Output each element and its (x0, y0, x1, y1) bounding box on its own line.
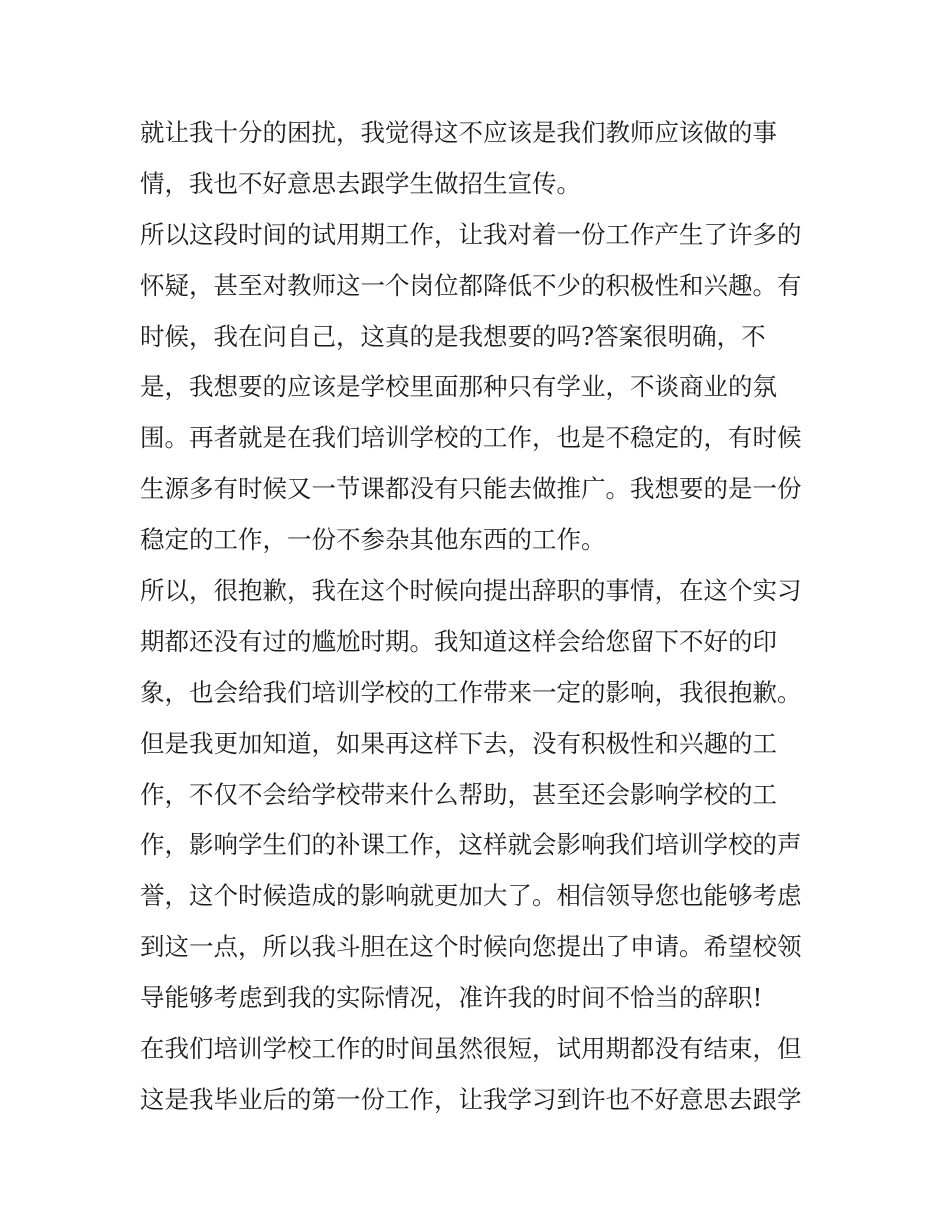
text-line: 所以，很抱歉，我在这个时候向提出辞职的事情，在这个实习 (140, 576, 802, 606)
text-line: 围。再者就是在我们培训学校的工作，也是不稳定的，有时候 (140, 423, 802, 453)
text-line: 导能够考虑到我的实际情况，准许我的时间不恰当的辞职! (140, 983, 763, 1013)
text-line: 生源多有时候又一节课都没有只能去做推广。我想要的是一份 (140, 474, 802, 504)
text-line: 怀疑，甚至对教师这一个岗位都降低不少的积极性和兴趣。有 (140, 270, 802, 300)
text-line: 情，我也不好意思去跟学生做招生宣传。 (140, 168, 581, 198)
text-line: 到这一点，所以我斗胆在这个时候向您提出了申请。希望校领 (140, 932, 802, 962)
text-line: 时候，我在问自己，这真的是我想要的吗?答案很明确，不 (140, 321, 766, 351)
text-line: 象，也会给我们培训学校的工作带来一定的影响，我很抱歉。 (140, 677, 802, 707)
text-line: 这是我毕业后的第一份工作，让我学习到许也不好意思去跟学 (140, 1084, 802, 1114)
document-text (140, 108, 820, 1126)
text-line: 在我们培训学校工作的时间虽然很短，试用期都没有结束，但 (140, 1034, 802, 1064)
text-line: 所以这段时间的试用期工作，让我对着一份工作产生了许多的 (140, 219, 802, 249)
text-line: 期都还没有过的尴尬时期。我知道这样会给您留下不好的印 (140, 626, 777, 656)
text-line: 誉，这个时候造成的影响就更加大了。相信领导您也能够考虑 (140, 881, 802, 911)
text-line: 但是我更加知道，如果再这样下去，没有积极性和兴趣的工 (140, 728, 777, 758)
text-line: 是，我想要的应该是学校里面那种只有学业，不谈商业的氛 (140, 372, 777, 402)
text-line: 就让我十分的困扰，我觉得这不应该是我们教师应该做的事 (140, 118, 777, 147)
text-line: 稳定的工作，一份不参杂其他东西的工作。 (140, 525, 606, 555)
text-line: 作，影响学生们的补课工作，这样就会影响我们培训学校的声 (140, 830, 802, 860)
text-line: 作，不仅不会给学校带来什么帮助，甚至还会影响学校的工 (140, 779, 777, 809)
